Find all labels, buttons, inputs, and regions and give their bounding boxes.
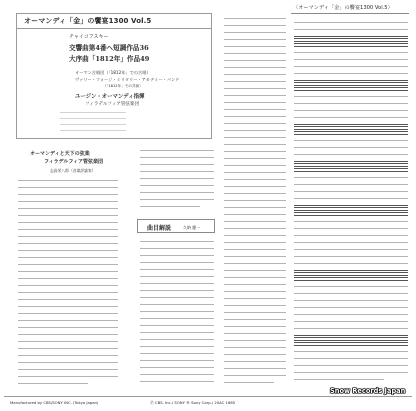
right-series-title: 〈オーマンディ「金」の饗宴1300 Vol.5〉: [293, 5, 393, 11]
commentary-title: 曲目解説: [147, 225, 172, 232]
orchestra-credit: フィラデルフィア管弦楽団: [85, 102, 140, 107]
work-title-overture: 大序曲「1812年」作品49: [69, 55, 150, 63]
header-rule: [291, 13, 409, 14]
music-staff: [294, 270, 408, 280]
footer-manufacturer: Manufactured by CBS/SONY INC. (Tokyo Japan): [10, 400, 99, 405]
performer-band: ヴァリー・フォージ・ミリタリー・アカデミー・バンド: [75, 77, 180, 82]
music-staff: [294, 124, 408, 134]
essay-heading-line-2: フィラデルフィア管弦楽団: [44, 159, 103, 165]
conductor-credit: ユージン・オーマンディ指揮: [75, 94, 145, 100]
essay-author: 志鳥栄八郎（音楽評論家）: [50, 168, 96, 173]
music-staff: [294, 161, 408, 171]
footer-rule: [4, 396, 412, 397]
performer-note: （「1812年」での共演）: [103, 84, 143, 88]
work-title-symphony: 交響曲第4番ヘ短調作品36: [69, 44, 149, 52]
music-staff: [294, 335, 408, 345]
composer-name: チャイコフスキー: [69, 34, 109, 40]
music-staff: [294, 36, 408, 46]
title-box-header: [17, 14, 211, 29]
watermark: Snow Records Japan: [330, 387, 406, 395]
footer-catalog: Ⓟ CBS. Inc./ SONY ® Sony Corp./ 20AC 1865: [150, 400, 236, 405]
essay-heading-line-1: オーマンディと天下の弦楽: [30, 151, 90, 157]
commentary-author: 久納 慶一: [183, 225, 201, 230]
performer-chorus: オーマン合唱団（「1812年」での合唱）: [75, 70, 151, 75]
series-title: オーマンディ「金」の饗宴1300 Vol.5: [24, 17, 152, 25]
album-title-box: [16, 13, 212, 139]
music-staff: [294, 80, 408, 90]
music-staff: [294, 205, 408, 215]
